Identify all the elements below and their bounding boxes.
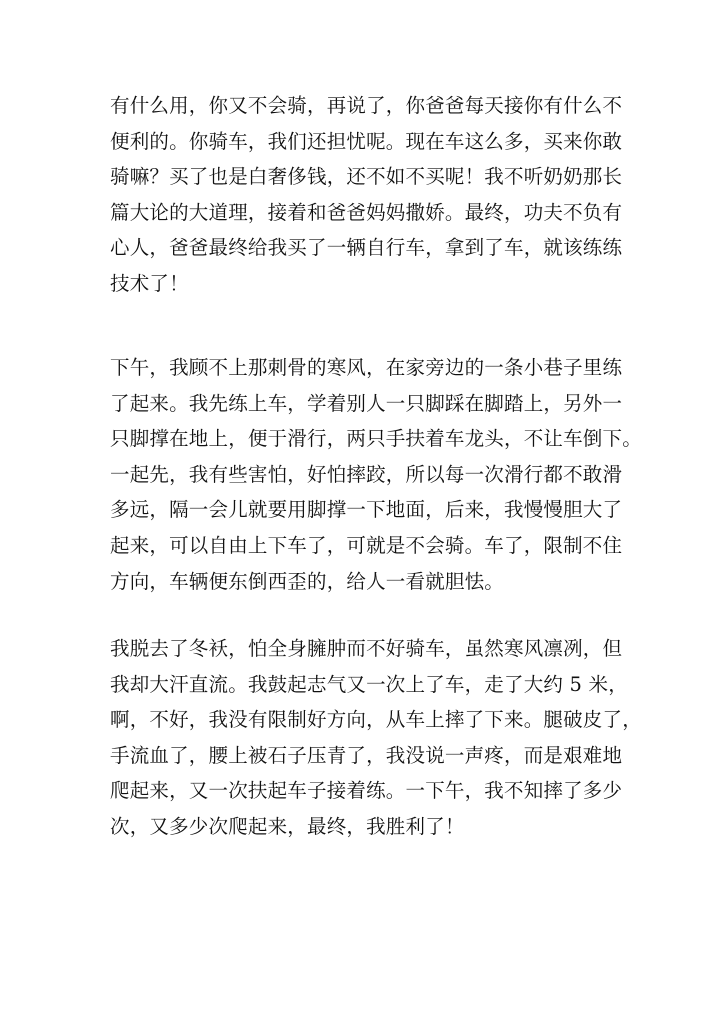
text-line: 手流血了，腰上被石子压青了，我没说一声疼，而是艰难地 [110, 743, 623, 767]
text-line: 心人，爸爸最终给我买了一辆自行车，拿到了车，就该练练 [110, 236, 623, 260]
text-line: 起来，可以自由上下车了，可就是不会骑。车了，限制不住 [110, 533, 623, 557]
text-line: 方向，车辆便东倒西歪的，给人一看就胆怯。 [110, 569, 505, 593]
paragraph-1 [110, 88, 630, 302]
text-line: 篇大论的大道理，接着和爸爸妈妈撒娇。最终，功夫不负有 [110, 200, 623, 224]
text-line: 多远，隔一会儿就要用脚撑一下地面，后来，我慢慢胆大了 [110, 498, 623, 522]
text-line: 技术了！ [110, 271, 189, 295]
text-line: 了起来。我先练上车，学着别人一只脚踩在脚踏上，另外一 [110, 391, 623, 415]
text-line: 啊，不好，我没有限制好方向，从车上摔了下来。腿破皮了， [110, 708, 642, 732]
paragraph-3 [110, 631, 642, 845]
text-line: 骑嘛？买了也是白奢侈钱，还不如不买呢！我不听奶奶那长 [110, 165, 623, 189]
text-line: 便利的。你骑车，我们还担忧呢。现在车这么多，买来你敢 [110, 129, 623, 153]
text-line: 有什么用，你又不会骑，再说了，你爸爸每天接你有什么不 [110, 94, 623, 117]
text-line: 爬起来，又一次扶起车子接着练。一下午，我不知摔了多少 [110, 779, 623, 803]
text-line: 我却大汗直流。我鼓起志气又一次上了车，走了大约 5 米， [110, 672, 628, 696]
text-line: 下午，我顾不上那刺骨的寒风，在家旁边的一条小巷子里练 [110, 356, 623, 379]
text-line: 一起先，我有些害怕，好怕摔跤，所以每一次滑行都不敢滑 [110, 462, 623, 486]
text-line: 只脚撑在地上，便于滑行，两只手扶着车龙头，不让车倒下。 [110, 427, 642, 451]
text-line: 次，又多少次爬起来，最终，我胜利了！ [110, 814, 465, 838]
text-line: 我脱去了冬袄，怕全身臃肿而不好骑车，虽然寒风凛冽，但 [110, 637, 623, 660]
paragraph-2 [110, 350, 642, 599]
